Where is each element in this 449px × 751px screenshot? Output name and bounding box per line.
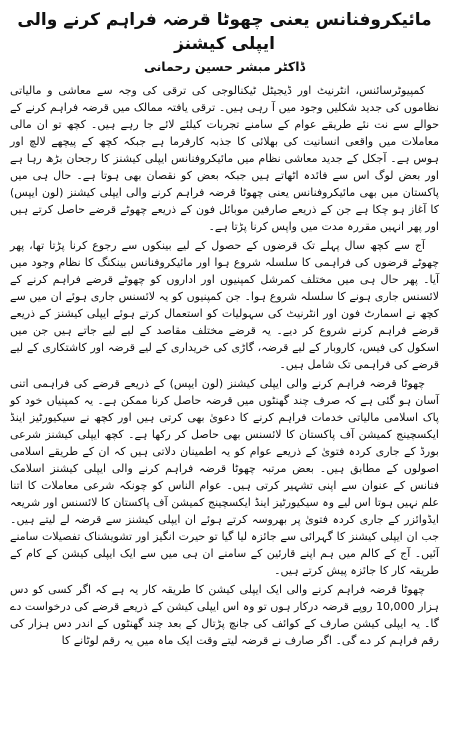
article-author: ڈاکٹر مبشر حسین رحمانی — [143, 59, 306, 74]
article-paragraph-3: چھوٹا قرضہ فراہم کرنے والی ایپلی کیشنز (لون ایپس) کے ذریعے قرضے کی فراہمی اتنی آسان ہو گئی ہے کہ صرف چند گھنٹوں میں قرضہ حاصل کرنا ممکن ہے۔ یہ کمپنیاں خود کو پاک اسلامی مالیاتی خدمات فراہم کرنے کا دعویٰ بھی کرتی ہیں اور کچھ نے سیکیورٹیز اینڈ ایکسچینج کمیشن آف پاکستان کا لائسنس بھی حاصل کر رکھا ہے۔ کچھ ایپلی کیشنز شرعی بورڈ کے جاری کردہ فتویٰ کے ذریعے عوام کو یہ اطمینان دلاتی ہیں کہ ان کے طریقے اسلامی اصولوں کے مطابق ہیں۔ بعض مرتبہ چھوٹا قرضہ فراہم کرنے والی ایپلی کیشنز اسلامک فنانس کے عنوان سے اپنی تشہیر کرتی ہیں۔ عوام الناس کو چونکہ شرعی معاملات کا اتنا علم نہیں ہوتا اس لیے وہ سیکیورٹیز اینڈ ایکسچینج کمیشن آف پاکستان کا لائسنس اور شریعہ ایڈوائزر کے جاری کردہ فتویٰ پر بھروسہ کرتے ہوئے ان ایپلی کیشنز سے قرضہ لے لیتے ہیں۔ جب ان ایپلی کیشنز کا گہرائی سے جائزہ لیا گیا تو حیرت انگیز اور تشویشناک تفصیلات سامنے آئیں۔ آج کے کالم میں ہم اپنے قارئین کے سامنے ان ہی میں سے ایک ایپلی کیشن کے کام کے طریقہ کار کا جائزہ پیش کرتے ہیں۔ — [10, 377, 439, 577]
article-paragraph-1: کمپیوٹرسائنس، انٹرنیٹ اور ڈیجیٹل ٹیکنالوجی کی ترقی کی وجہ سے معاشی و مالیاتی نظاموں کی جدید شکلیں وجود میں آ رہی ہیں۔ ترقی یافتہ ممالک میں قرضہ فراہم کرنے کے حوالے سے نت نئے طریقے عوام کے سامنے تجربات کیلئے لائے جا رہے ہیں۔ کچھ تو ان مالی معاملات میں واقعی انسانیت کی بھلائی کا جذبہ کارفرما ہے جبکہ کچھ کے پیچھے لالچ اور ہوس ہے۔ آجکل کے جدید معاشی نظام میں مائیکروفنانس ایپلی کیشنز کا رجحان بڑھ رہا ہے اور بعض لوگ اس سے فائدہ اٹھاتے ہیں جبکہ بعض کو نقصان بھی ہوتا ہے۔ حال ہی میں پاکستان میں بھی مائیکروفنانس یعنی چھوٹا قرضہ فراہم کرنے والی ایپلی کیشنز (لون ایپس) کا آغاز ہو چکا ہے جن کے ذریعے صارفین موبائل فون کے ذریعے چھوٹے قرضے حاصل کرتے ہیں اور پھر انہیں مقررہ مدت میں واپس کرنا پڑتا ہے۔ — [10, 84, 439, 233]
article-paragraph-2: آج سے کچھ سال پہلے تک قرضوں کے حصول کے لیے بینکوں سے رجوع کرنا پڑتا تھا، پھر چھوٹے قرضوں کی فراہمی کا سلسلہ شروع ہوا اور مائیکروفنانس بینکنگ کا نظام وجود میں آیا۔ پھر حال ہی میں مختلف کمرشل کمپنیوں اور اداروں کو چھوٹے قرضے فراہم کرنے کے لائسنس جاری ہونے کا سلسلہ شروع ہوا۔ جن کمپنیوں کو یہ لائسنس جاری ہوئے ان میں سے کچھ نے اسمارٹ فون اور انٹرنیٹ کی سہولیات کو استعمال کرتے ہوئے ایپلی کیشنز کے ذریعے قرضے فراہم کرنے شروع کر دیے۔ یہ قرضے مختلف مقاصد کے لیے لیے جاتے ہیں جن میں اسکول کی فیس، کاروبار کے لیے قرضہ، گاڑی کی خریداری کے لیے قرضہ اور کاشتکاری کے لیے قرضے کی فراہمی تک شامل ہیں۔ — [10, 239, 439, 371]
article-body — [10, 82, 439, 649]
article-paragraph-4: چھوٹا قرضہ فراہم کرنے والی ایک ایپلی کیشن کا طریقہ کار یہ ہے کہ اگر کسی کو دس ہزار 10,000 روپے قرضہ درکار ہوں تو وہ اس ایپلی کیشن کے ذریعے قرضے کی درخواست دے گا۔ یہ ایپلی کیشن صارف کے کوائف کی جانچ پڑتال کے بعد چند گھنٹوں کے اندر دس ہزار کی رقم فراہم کر دے گی۔ اگر صارف نے قرضہ لیتے وقت ایک ماہ میں یہ رقم لوٹانے کا — [10, 583, 439, 647]
article-title: مائیکروفنانس یعنی چھوٹا قرضہ فراہم کرنے والی ایپلی کیشنز — [17, 10, 432, 54]
